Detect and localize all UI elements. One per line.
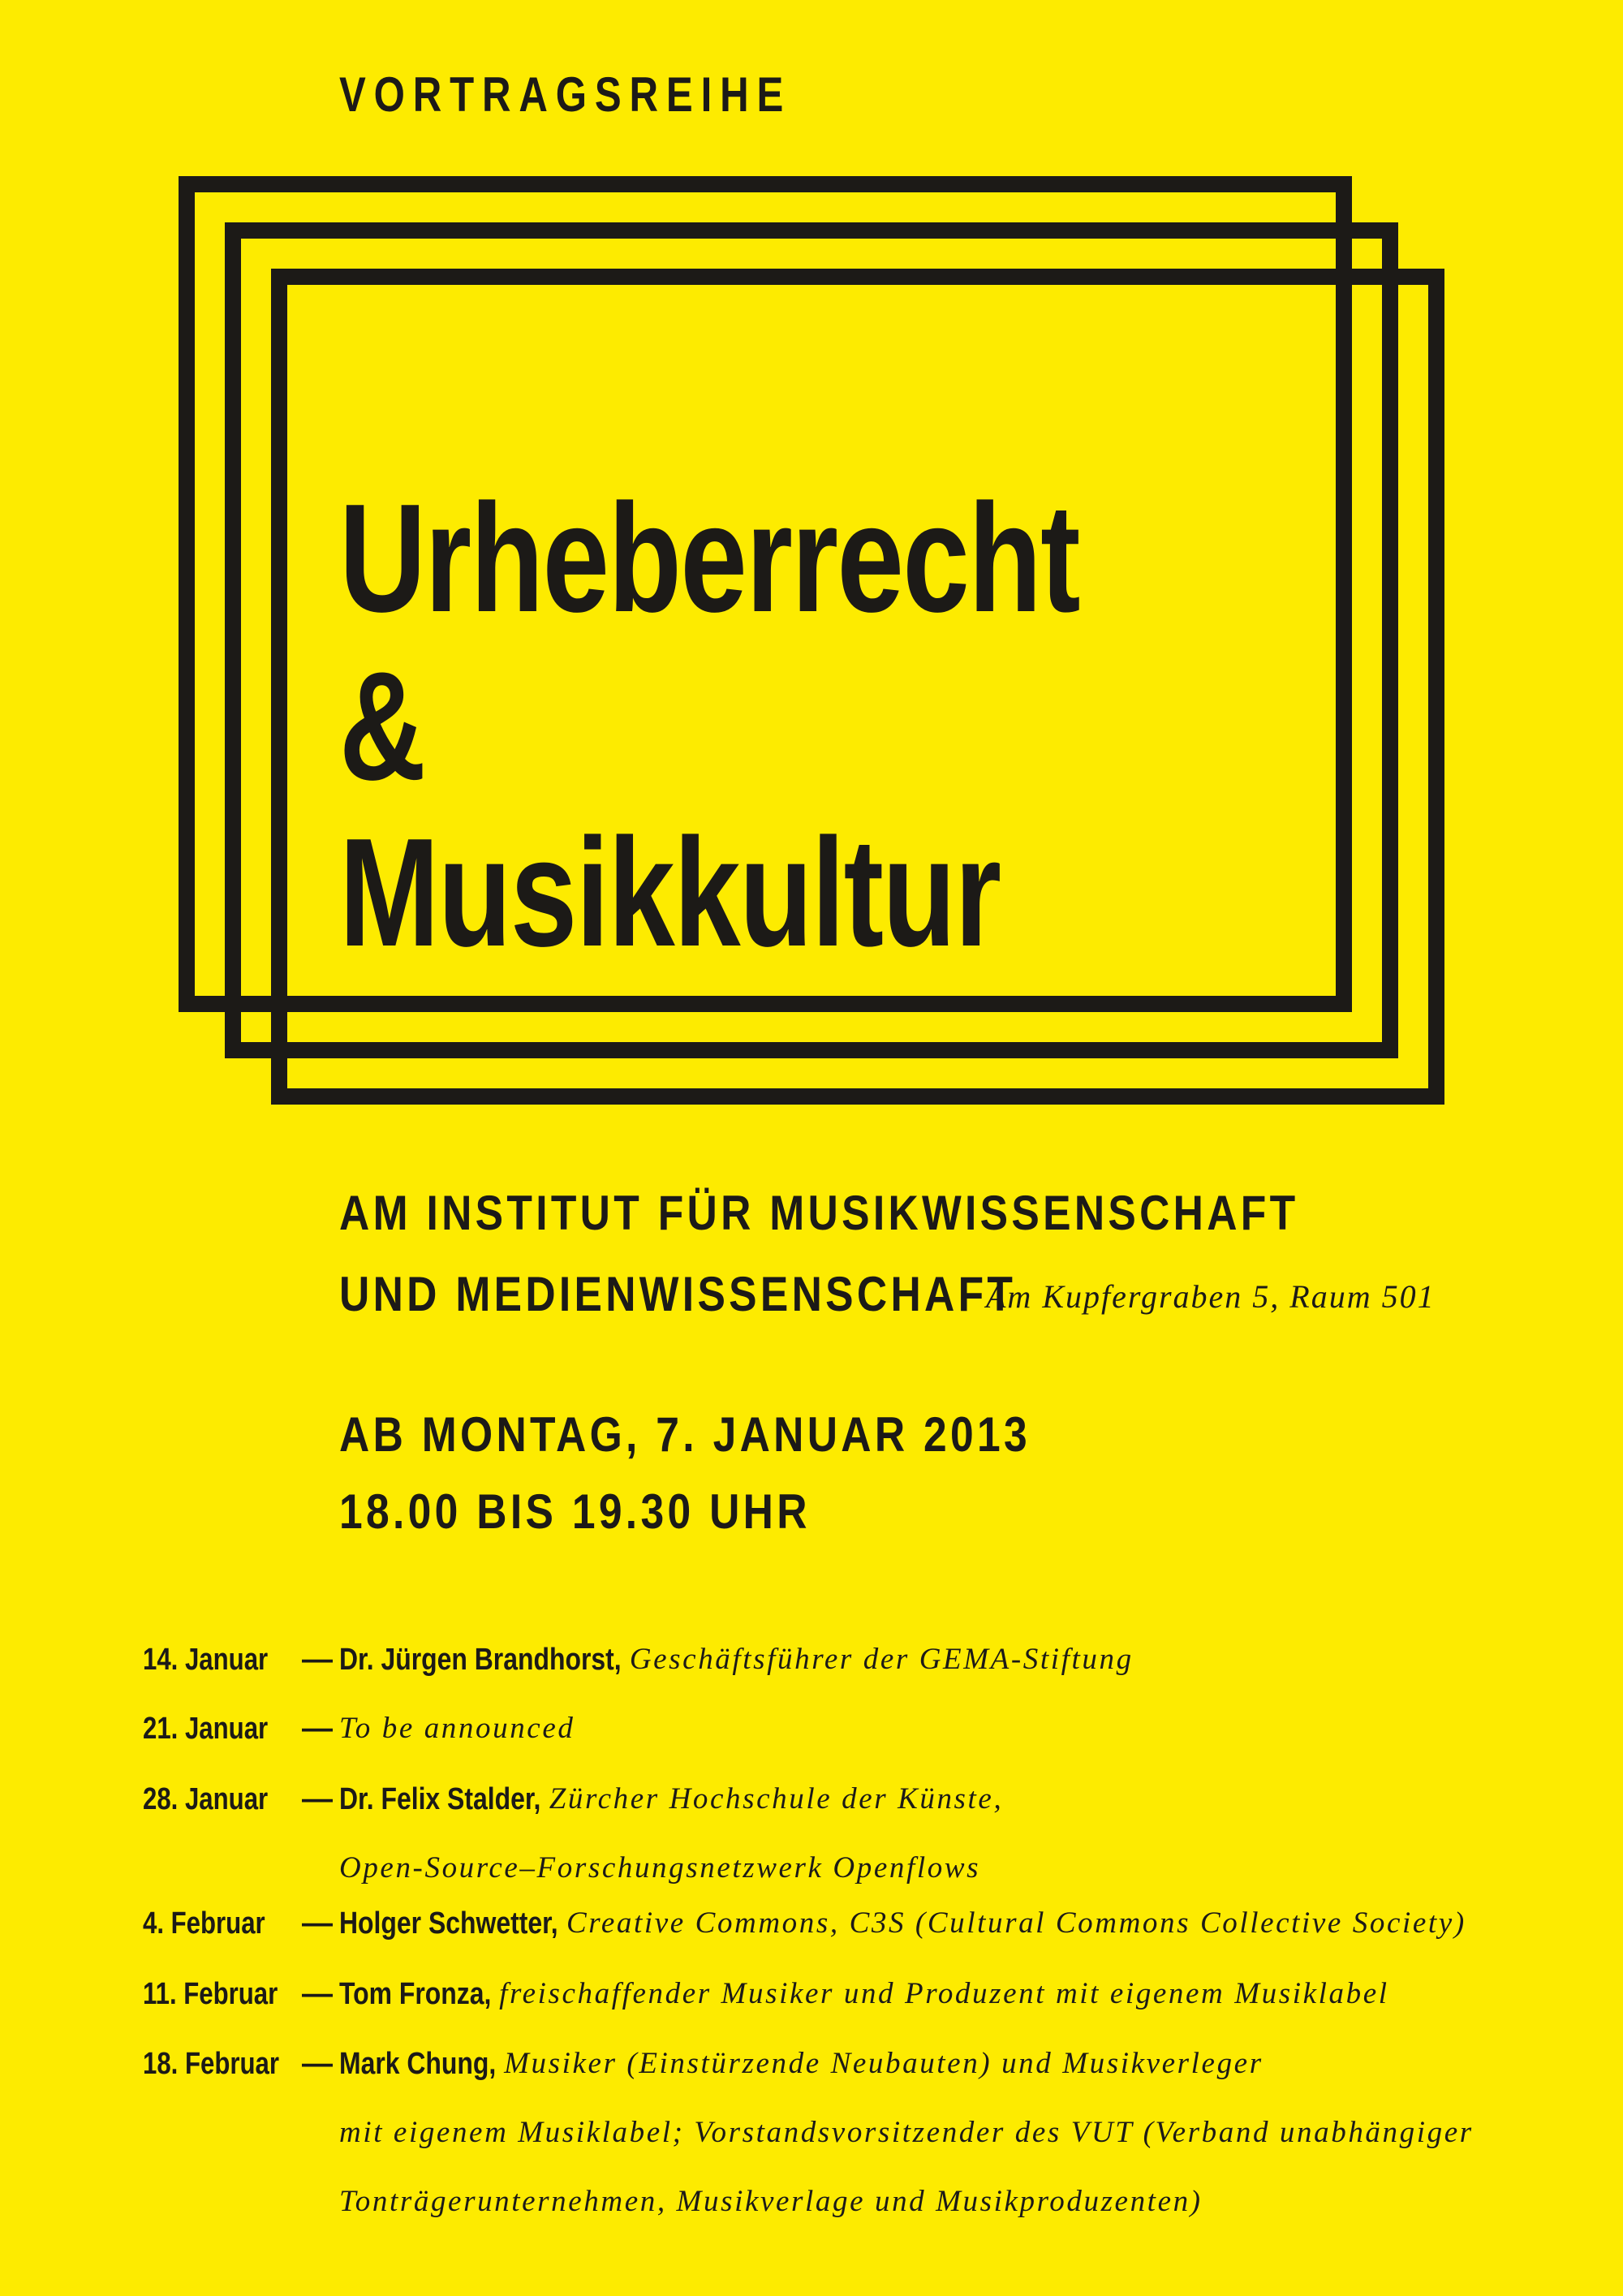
event-time: 18.00 BIS 19.30 UHR [339,1484,811,1539]
program-dash: — [302,1643,333,1677]
program-speaker: Dr. Jürgen Brandhorst, [339,1643,622,1677]
program-speaker: Tom Fronza, [339,1977,492,2011]
start-date: AB MONTAG, 7. JANUAR 2013 [339,1407,1031,1462]
program-date: 28. Januar [143,1782,269,1816]
title-line-3: Musikkultur [339,807,1001,979]
program-description: Creative Commons, C3S (Cultural Commons Collective Society) [566,1906,1466,1940]
program-date: 11. Februar [143,1977,278,2011]
series-label: VORTRAGSREIHE [339,67,792,122]
program-date: 4. Februar [143,1906,265,1941]
program-date: 21. Januar [143,1712,269,1746]
program-description-cont: mit eigenem Musiklabel; Vorstandsvorsitzender des VUT (Verband unabhängiger [339,2116,1474,2149]
program-speaker: Holger Schwetter, [339,1906,558,1941]
program-description: Musiker (Einstürzende Neubauten) und Musikverleger [504,2047,1264,2080]
program-date: 14. Januar [143,1643,269,1677]
program-speaker: Dr. Felix Stalder, [339,1782,541,1816]
program-speaker: Mark Chung, [339,2047,497,2081]
program-description-cont: Open-Source–Forschungsnetzwerk Openflows [339,1851,981,1885]
venue-line-2: UND MEDIENWISSENSCHAFT [339,1267,1017,1321]
program-dash: — [302,1712,333,1746]
program-dash: — [302,1906,333,1941]
program-description: Zürcher Hochschule der Künste, [549,1782,1004,1816]
venue-address: Am Kupfergraben 5, Raum 501 [986,1278,1436,1315]
program-dash: — [302,1782,333,1816]
program-description: To be announced [339,1712,575,1745]
decorative-frame-front [271,269,1444,1105]
program-dash: — [302,1977,333,2011]
program-description: Geschäftsführer der GEMA-Stiftung [629,1643,1134,1676]
title-line-1: Urheberrecht [339,472,1079,644]
program-date: 18. Februar [143,2047,279,2081]
program-dash: — [302,2047,333,2081]
program-description-cont: Tonträgerunternehmen, Musikverlage und Musikproduzenten) [339,2185,1203,2218]
title-line-2: & [339,640,425,812]
program-description: freischaffender Musiker und Produzent mit eigenem Musiklabel [499,1977,1389,2010]
venue-line-1: AM INSTITUT FÜR MUSIKWISSENSCHAFT [339,1186,1299,1240]
